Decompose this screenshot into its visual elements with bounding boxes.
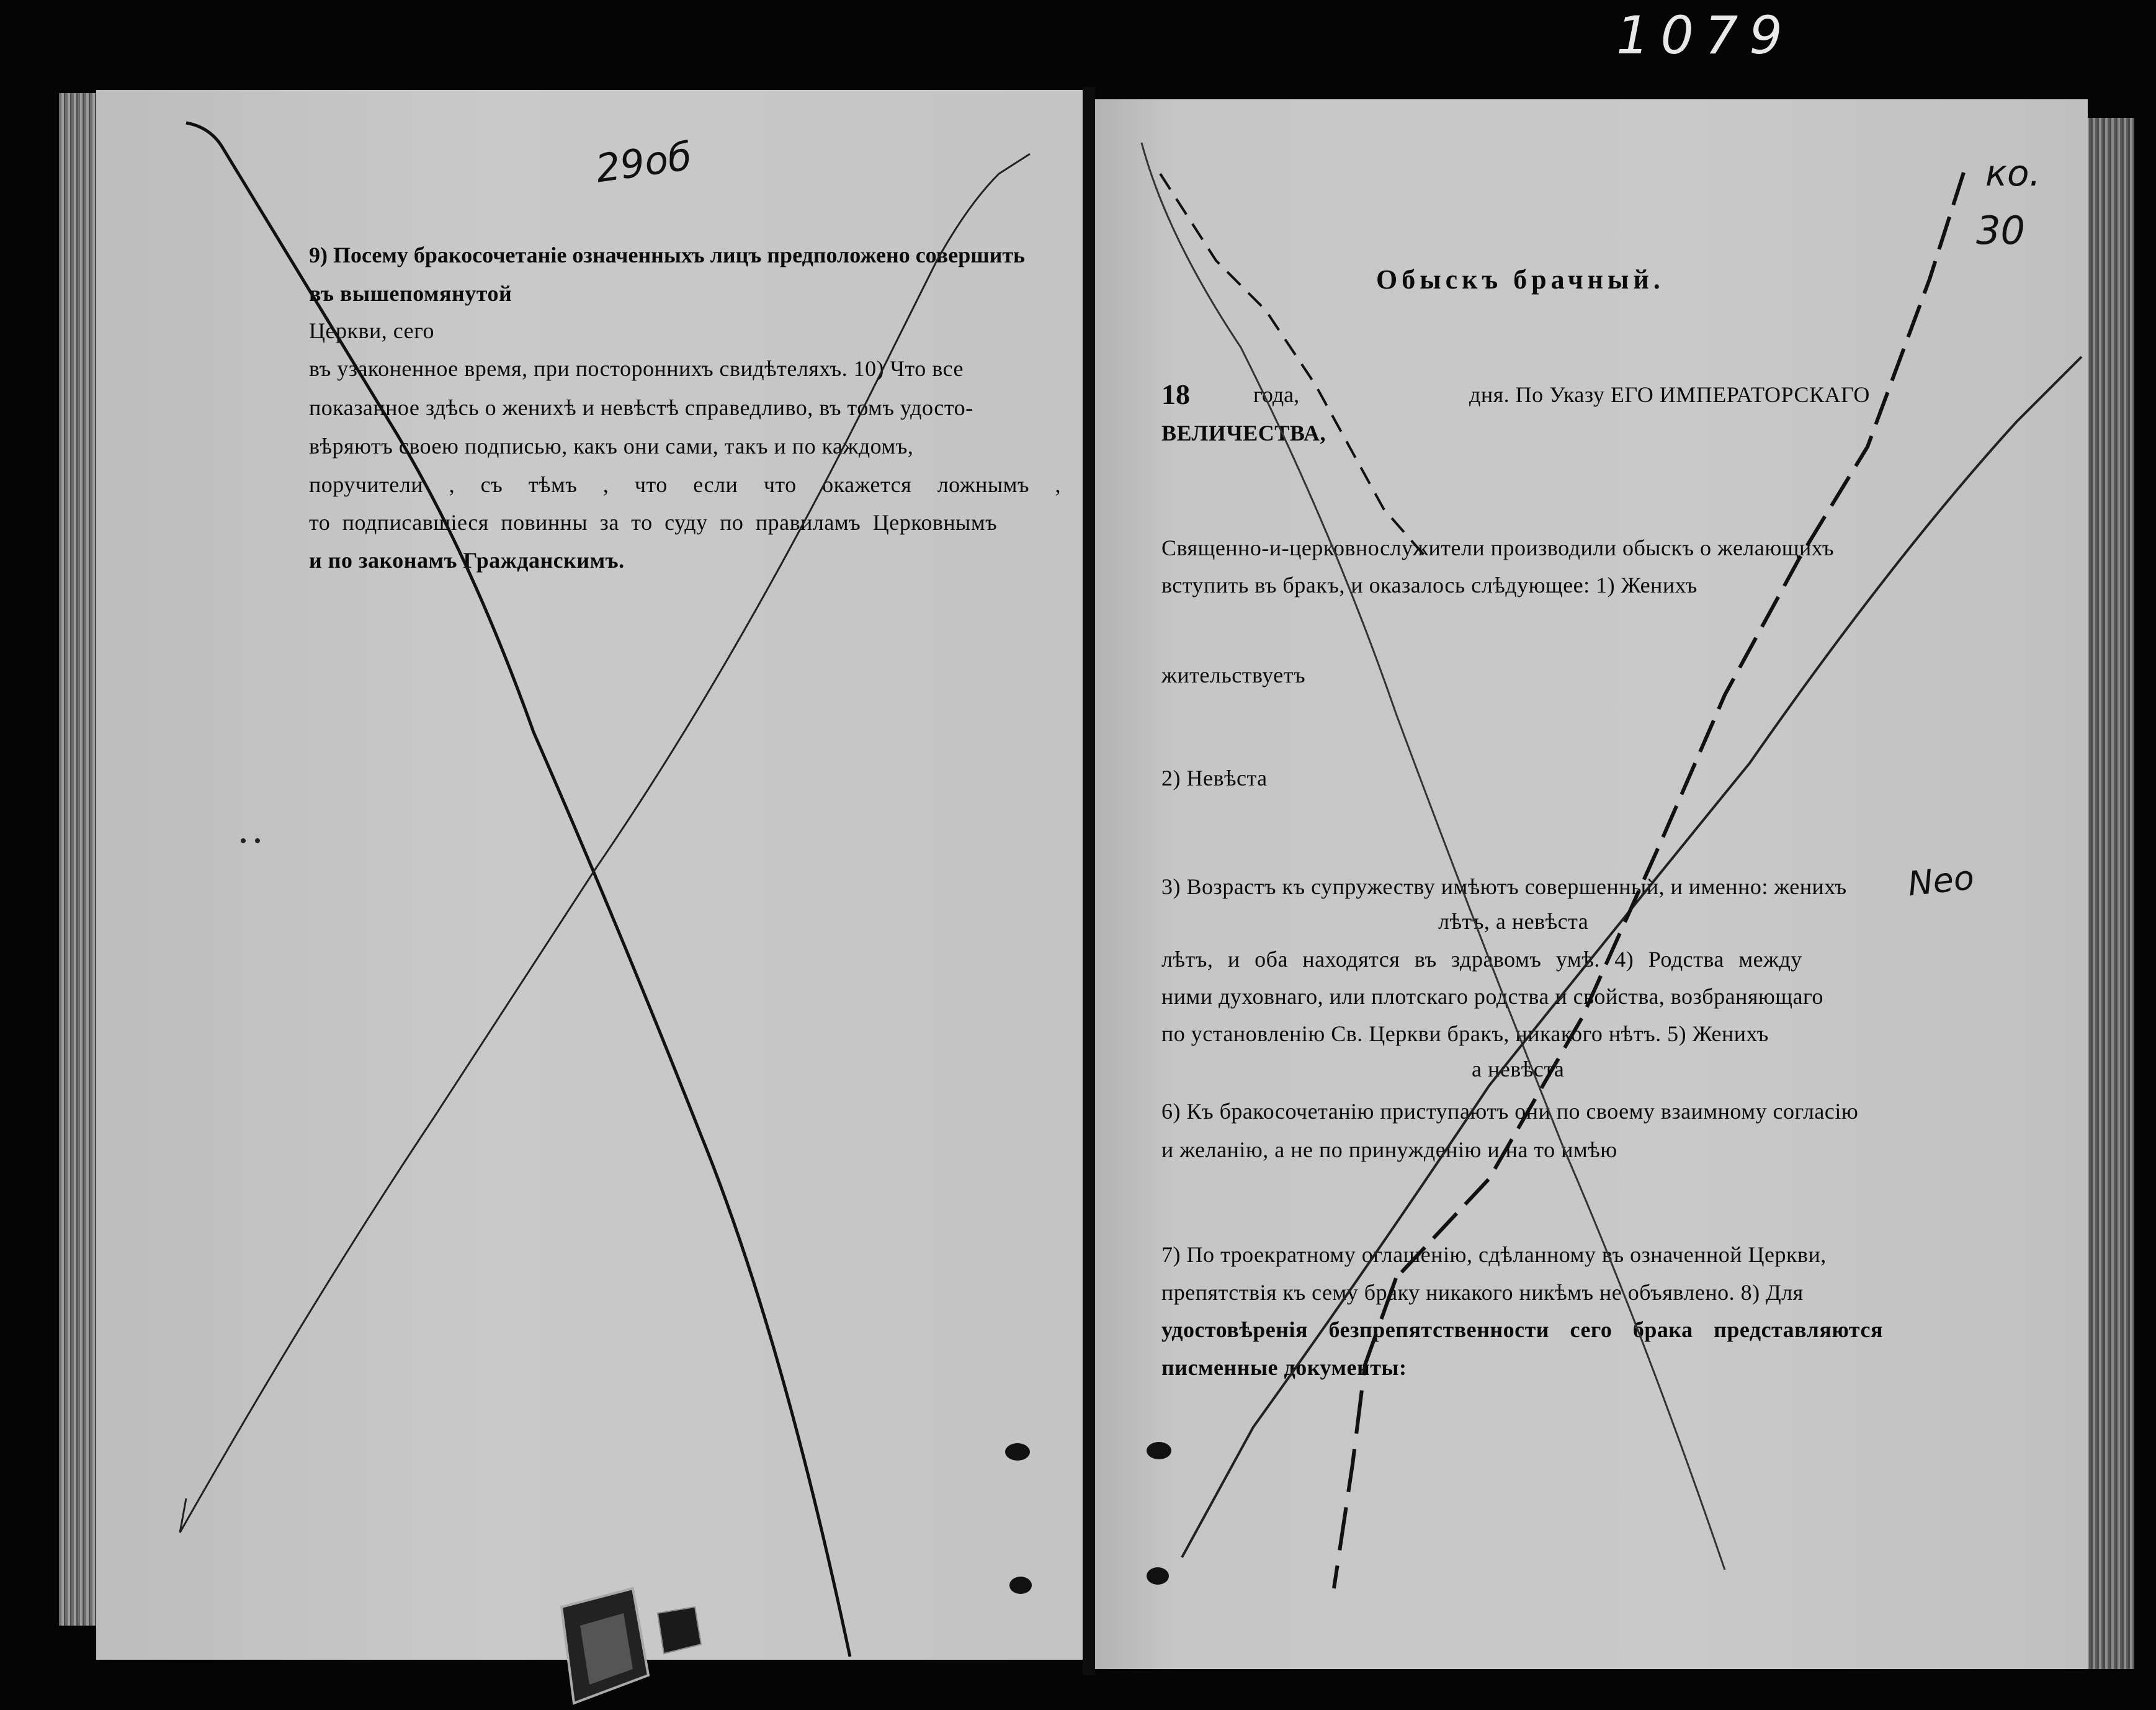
right-line-3: жительствуетъ <box>1161 663 1306 687</box>
right-line-7: лѣтъ, и оба находятся въ здравомъ умѣ. 4) Родства между <box>1161 947 1802 972</box>
left-line-3: Церкви, сего <box>309 318 434 343</box>
binder-clip-tab <box>658 1607 701 1654</box>
binding-hole-right-upper <box>1147 1442 1171 1459</box>
left-line-5: показанное здѣсь о женихѣ и невѣстѣ справедливо, въ томъ удосто- <box>309 395 973 420</box>
right-line-1: Священно-и-церковнослужители производили обыскъ о желающихъ <box>1161 535 1834 560</box>
right-line-11: 6) Къ бракосочетанію приступаютъ они по своему взаимному согласію <box>1161 1099 1859 1124</box>
document-title: Обыскъ брачный. <box>1376 264 1665 295</box>
left-line-6: вѣряютъ своею подписью, какъ они сами, такъ и по каждомъ, <box>309 434 914 459</box>
right-folio-number: 30 <box>1976 208 2025 253</box>
year-prefix: 18 <box>1161 378 1190 410</box>
right-line-5: 3) Возрастъ къ супружеству имѣютъ совершенный, и именно: женихъ <box>1161 874 1847 899</box>
left-line-4: въ узаконенное время, при постороннихъ свидѣтеляхъ. 10) Что все <box>309 356 964 381</box>
right-line-8: ними духовнаго, или плотскаго родства и свойства, возбраняющаго <box>1161 984 1823 1009</box>
year-word: года, <box>1253 382 1300 407</box>
left-line-9: и по законамъ Гражданскимъ. <box>309 548 625 573</box>
right-cross-stroke-1 <box>1142 143 1725 1570</box>
majesty-line: ВЕЛИЧЕСТВА, <box>1161 421 1326 445</box>
left-cross-stroke-2 <box>180 154 1030 1533</box>
ink-dot-1 <box>241 838 246 843</box>
right-line-4: 2) Невѣста <box>1161 766 1268 790</box>
left-folio-number: 29об <box>593 133 695 192</box>
margin-note: Neo <box>1905 857 1976 904</box>
right-line-13: 7) По троекратному оглашенію, сдѣланному въ означенной Церкви, <box>1161 1242 1827 1267</box>
left-line-2: въ вышепомянутой <box>309 281 512 306</box>
binding-hole-left-upper <box>1005 1443 1030 1461</box>
left-line-8: то подписавшіеся повинны за то суду по правиламъ Церковнымъ <box>309 510 998 535</box>
binding-hole-right-lower <box>1147 1567 1169 1585</box>
right-line-15: удостовѣренія безпрепятственности сего брака представляются <box>1161 1317 1883 1342</box>
scan-number: 1079 <box>1616 5 1794 66</box>
right-line-14: препятствія къ сему браку никакого никѣмъ не объявлено. 8) Для <box>1161 1280 1804 1305</box>
right-dashed-stroke-1 <box>1160 174 1427 558</box>
left-line-1-text: 9) Посему бракосочетаніе означенныхъ лицъ предположено совершить <box>309 243 1026 267</box>
right-line-16: писменные документы: <box>1161 1355 1407 1380</box>
right-dashed-stroke-2 <box>1396 172 1964 1278</box>
right-line-9: по установленію Св. Церкви бракъ, никакого нѣтъ. 5) Женихъ <box>1161 1021 1769 1046</box>
left-line-7: поручители , съ тѣмъ , что если что окажется ложнымъ , <box>309 472 1061 497</box>
binding-hole-left-lower <box>1009 1577 1032 1594</box>
right-cross-stroke-2 <box>1182 357 2082 1557</box>
right-line-12: и желанію, а не по принужденію и на то имѣю <box>1161 1137 1617 1162</box>
right-line-2: вступить въ бракъ, и оказалось слѣдующее: 1) Женихъ <box>1161 573 1698 598</box>
left-cross-stroke-1 <box>186 123 850 1657</box>
date-line-rest: дня. По Указу ЕГО ИМПЕРАТОРСКАГО <box>1469 382 1870 407</box>
right-folio-top: ко. <box>1985 152 2041 194</box>
right-dashed-stroke-3 <box>1334 1278 1396 1588</box>
right-line-6: лѣтъ, а невѣста <box>1438 909 1589 934</box>
right-line-10: а невѣста <box>1472 1057 1565 1081</box>
ink-dot-2 <box>255 838 260 843</box>
